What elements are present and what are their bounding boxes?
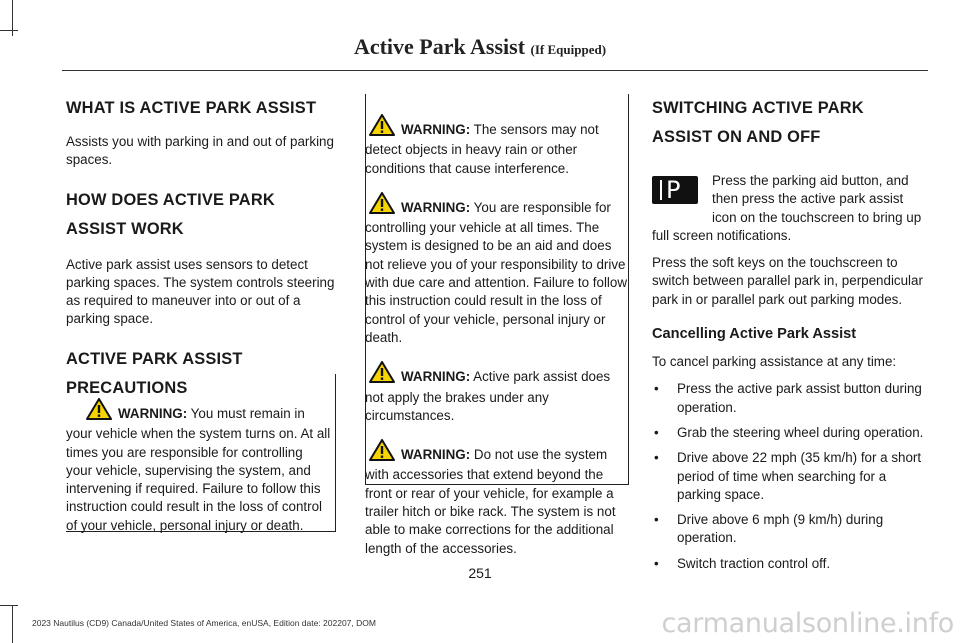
warning-3 bbox=[365, 192, 627, 347]
page-number: 251 bbox=[468, 565, 492, 581]
crop-mark bbox=[0, 30, 18, 31]
warning-label: WARNING: bbox=[401, 122, 471, 137]
warning-text: The sensors may not detect objects in heavy rain or other conditions that cause interference. bbox=[365, 122, 599, 176]
column-3 bbox=[652, 94, 928, 580]
warning-text: You must remain in your vehicle when the system turns on. At all times you are responsible for controlling your vehicle, supervising the system, and intervening if required. Failure to follow this instruction could result in the loss of control of your vehicle, personal injury or death. bbox=[66, 406, 331, 533]
warning-2 bbox=[365, 114, 627, 178]
warning-label: WARNING: bbox=[401, 199, 471, 215]
title-text: Active Park Assist bbox=[353, 34, 526, 59]
column-1 bbox=[66, 94, 338, 403]
crop-mark bbox=[12, 605, 13, 643]
footer-edition: 2023 Nautilus (CD9) Canada/United States of America, enUSA, Edition date: 202207, DOM bbox=[32, 618, 376, 628]
warning-label: WARNING: bbox=[401, 447, 471, 463]
heading-what-is: WHAT IS ACTIVE PARK ASSIST bbox=[66, 99, 317, 117]
parking-aid-block bbox=[652, 172, 928, 245]
watermark: carmanualsonline.info bbox=[661, 608, 954, 639]
heading-how-does: HOW DOES ACTIVE PARK ASSIST WORK bbox=[66, 190, 275, 238]
crop-mark bbox=[0, 605, 18, 606]
paragraph-how-works: Active park assist uses sensors to detect parking spaces. The system controls steering as required to maneuver into or out of a parking space. bbox=[66, 256, 335, 327]
column-2 bbox=[365, 114, 627, 558]
paragraph-soft-keys: Press the soft keys on the touchscreen to switch between parallel park in, perpendicular park in or parallel park out parking modes. bbox=[652, 255, 923, 307]
list-item: • Drive above 6 mph (9 km/h) during operation. bbox=[654, 512, 884, 546]
warning-1 bbox=[66, 398, 332, 535]
heading-precautions: ACTIVE PARK ASSIST PRECAUTIONS bbox=[66, 349, 243, 397]
paragraph-assists: Assists you with parking in and out of parking spaces. bbox=[66, 134, 334, 168]
heading-cancelling: Cancelling Active Park Assist bbox=[652, 326, 857, 343]
warning-4 bbox=[365, 361, 627, 425]
list-item: • Switch traction control off. bbox=[654, 555, 831, 571]
warning-text: Do not use the system with accessories that extend beyond the front or rear of your vehicle, for example a trailer hitch or bike rack. The system is not able to make corrections for the additional length of the accessories. bbox=[365, 447, 616, 556]
warning-triangle-icon bbox=[369, 439, 395, 466]
list-item: • Drive above 22 mph (35 km/h) for a short period of time when searching for a parking space. bbox=[654, 450, 922, 502]
heading-switching: SWITCHING ACTIVE PARK ASSIST ON AND OFF bbox=[652, 99, 864, 146]
list-item: • Press the active park assist button during operation. bbox=[654, 381, 922, 415]
title-subtitle: (If Equipped) bbox=[530, 42, 607, 57]
parking-button-icon: P bbox=[652, 176, 698, 204]
warning-triangle-icon bbox=[86, 398, 112, 425]
paragraph-press-parking-aid: Press the parking aid button, and then press the active park assist icon on the touchscreen to bring up full screen notifications. bbox=[652, 173, 922, 243]
warning-triangle-icon bbox=[369, 114, 395, 141]
cancel-list bbox=[652, 380, 928, 573]
paragraph-cancel-intro: To cancel parking assistance at any time: bbox=[652, 354, 897, 370]
warning-5 bbox=[365, 439, 627, 558]
warning-text: Active park assist does not apply the brakes under any circumstances. bbox=[365, 369, 611, 423]
warning-triangle-icon bbox=[369, 361, 395, 388]
warning-text: You are responsible for controlling your vehicle at all times. The system is designed to be an aid and does not relieve you of your responsibility to drive with due care and attention. Failure to follow this instruction could result in the loss of control of your vehicle, personal injury or death. bbox=[365, 199, 628, 345]
page-title bbox=[0, 34, 960, 60]
list-item: • Grab the steering wheel during operation. bbox=[654, 424, 924, 440]
warning-label: WARNING: bbox=[401, 369, 471, 385]
title-divider bbox=[62, 70, 928, 71]
warning-label: WARNING: bbox=[118, 406, 188, 421]
crop-mark bbox=[12, 0, 13, 36]
warning-triangle-icon bbox=[369, 192, 395, 219]
